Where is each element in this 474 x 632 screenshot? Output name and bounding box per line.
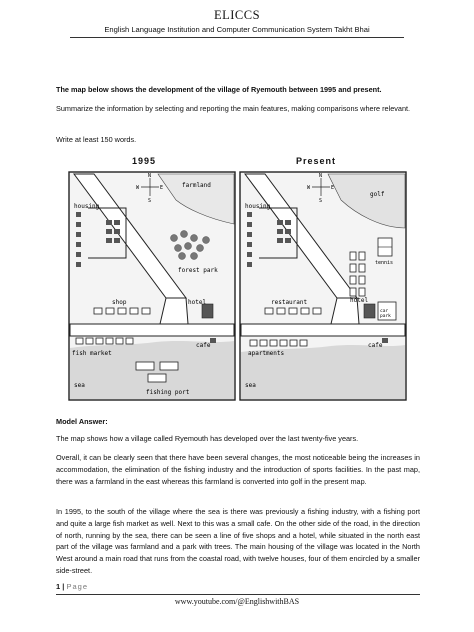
header-divider (70, 37, 404, 38)
task-instruction: Summarize the information by selecting and reporting the main features, making comparisons where relevant. (56, 104, 411, 113)
label-cafe-1995: cafe (196, 342, 211, 349)
label-farmland: farmland (182, 182, 211, 189)
compass-e-present: E (331, 185, 335, 191)
compass-s-present: S (319, 198, 323, 204)
label-housing-present: housing (245, 203, 271, 210)
label-golf: golf (370, 191, 385, 198)
label-restaurant: restaurant (271, 299, 308, 306)
label-shop: shop (112, 299, 127, 306)
map-1995-caption: 1995 (132, 156, 157, 166)
answer-paragraph-1: The map shows how a village called Ryemouth has developed over the last twenty-five years. (56, 434, 359, 443)
page-separator: | (62, 582, 65, 591)
label-car-park: car park (380, 309, 391, 319)
compass-w-1995: W (136, 185, 140, 191)
footer-url[interactable]: www.youtube.com/@EnglishwithBAS (174, 597, 300, 606)
task-word-count: Write at least 150 words. (56, 135, 137, 144)
task-heading: The map below shows the development of the village of Ryemouth between 1995 and present. (56, 85, 382, 94)
label-cafe-present: cafe (368, 342, 383, 349)
compass-n-1995: N (148, 173, 152, 179)
compass-e-1995: E (160, 185, 164, 191)
page-footer-number (56, 582, 88, 591)
label-tennis: tennis (375, 260, 394, 266)
label-sea-1995: sea (74, 382, 85, 389)
answer-paragraph-2: Overall, it can be clearly seen that there have been several changes, the most noticeable being the increases in accommodation, the elimination of the fishing industry and the introduction of sports facilities. In the past map, there was a farmland in the east whereas this farmland is converted into golf in the present map. (56, 453, 420, 486)
label-hotel-present: hotel (350, 297, 369, 304)
compass-n-present: N (319, 173, 323, 179)
answer-heading: Model Answer: (56, 417, 108, 426)
maps-figure (66, 156, 409, 403)
label-fishing-port: fishing port (146, 389, 190, 396)
map-present-caption: Present (296, 156, 337, 166)
label-hotel-1995: hotel (188, 299, 207, 306)
label-sea-present: sea (245, 382, 256, 389)
map-present (240, 172, 406, 400)
map-1995 (69, 172, 235, 400)
label-apartments: apartments (248, 350, 285, 357)
label-forest-park: forest park (178, 267, 218, 274)
document-header (70, 8, 404, 34)
page-number: 1 (56, 582, 61, 591)
label-housing-1995: housing (74, 203, 100, 210)
header-title: ELICCS (213, 8, 261, 22)
page-word: Page (66, 582, 88, 591)
compass-w-present: W (307, 185, 311, 191)
header-subtitle: English Language Institution and Computer Communication System Takht Bhai (104, 25, 370, 34)
compass-s-1995: S (148, 198, 152, 204)
answer-paragraph-3: In 1995, to the south of the village where the sea is there was previously a fishing industry, with a fishing port and quite a large fish market as well. Next to this was a small cafe. On the other side of the road, in the direction of north, running by the sea, there can be seen a line of five shops and a hotel, while situated in the north east part of the village was farmland and a park with trees. The main housing of the village was located in the North West around a main road that runs from the coastal road, with twelve houses, four of them encircled by a smaller side-street. (56, 507, 420, 575)
label-fish-market: fish market (72, 350, 112, 357)
footer-divider (56, 594, 420, 595)
maps-svg (66, 156, 409, 403)
